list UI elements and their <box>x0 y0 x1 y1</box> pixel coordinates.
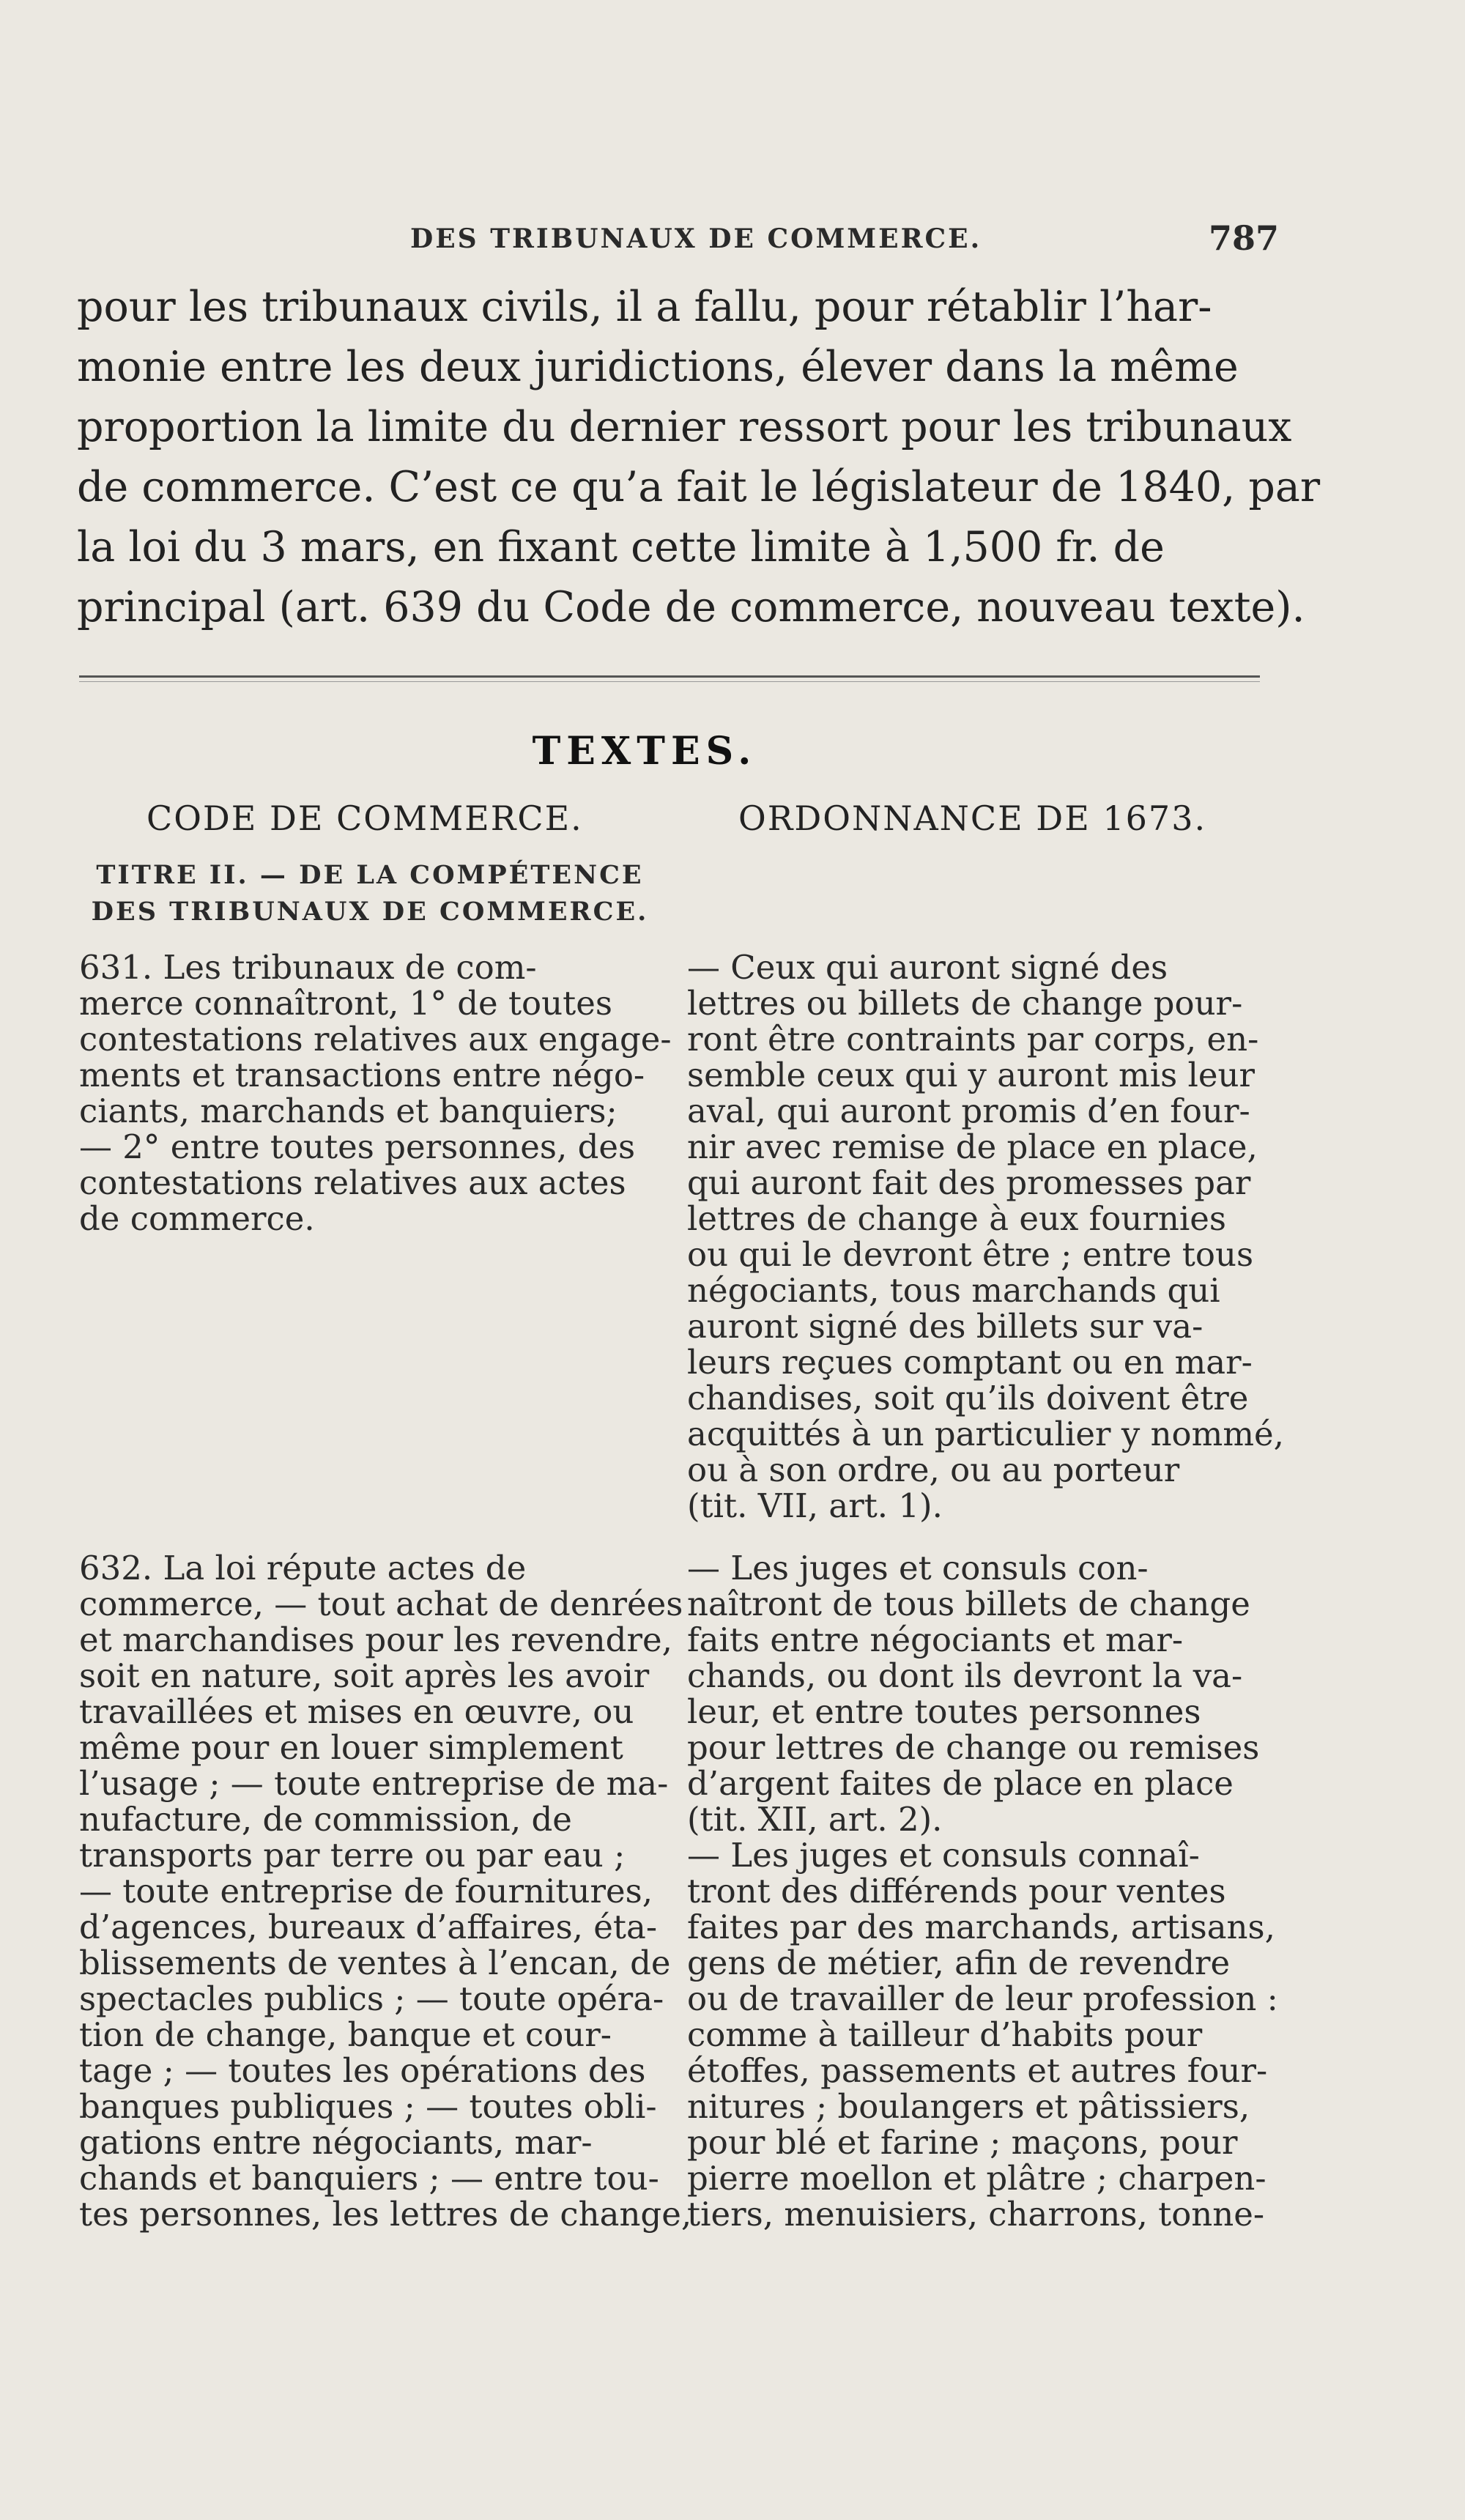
text-line: aval, qui auront promis d’en four- <box>687 1092 1250 1130</box>
text-line: leur, et entre toutes personnes <box>687 1692 1201 1731</box>
text-line: banques publiques ; — toutes obli- <box>79 2087 657 2126</box>
intro-line: pour les tribunaux civils, il a fallu, pour rétablir l’har- <box>77 283 1212 331</box>
intro-line: principal (art. 639 du Code de commerce, nouveau texte). <box>77 583 1305 631</box>
text-line: blissements de ventes à l’encan, de <box>79 1943 671 1982</box>
code-de-commerce-heading: CODE DE COMMERCE. <box>146 798 583 838</box>
text-line: tiers, menuisiers, charrons, tonne- <box>687 2195 1265 2234</box>
text-line: 632. La loi répute actes de <box>79 1549 527 1587</box>
text-line: chandises, soit qu’ils doivent être <box>687 1379 1249 1418</box>
intro-line: monie entre les deux juridictions, élever dans la même <box>77 343 1239 391</box>
text-line: — 2° entre toutes personnes, des <box>79 1127 636 1166</box>
text-line: transports par terre ou par eau ; <box>79 1836 626 1875</box>
text-line: tion de change, banque et cour- <box>79 2015 612 2054</box>
text-line: d’argent faites de place en place <box>687 1764 1234 1803</box>
text-line: nitures ; boulangers et pâtissiers, <box>687 2087 1250 2126</box>
text-line: contestations relatives aux engage- <box>79 1020 672 1059</box>
text-line: — toute entreprise de fournitures, <box>79 1872 653 1911</box>
text-line: gations entre négociants, mar- <box>79 2123 593 2162</box>
text-line: lettres de change à eux fournies <box>687 1199 1226 1238</box>
text-line: pour blé et farine ; maçons, pour <box>687 2123 1238 2162</box>
section-title: TEXTES. <box>532 729 757 774</box>
text-line: ou à son ordre, ou au porteur <box>687 1450 1180 1489</box>
subtitle-line: DES TRIBUNAUX DE COMMERCE. <box>91 897 649 927</box>
intro-line: proportion la limite du dernier ressort pour les tribunaux <box>77 403 1292 451</box>
text-line: auront signé des billets sur va- <box>687 1307 1203 1346</box>
section-divider-thin <box>79 681 1260 682</box>
intro-line: la loi du 3 mars, en fixant cette limite à 1,500 fr. de <box>77 523 1165 571</box>
text-line: gens de métier, afin de revendre <box>687 1943 1231 1982</box>
article-632 <box>79 1549 692 2234</box>
text-line: tront des différends pour ventes <box>687 1872 1226 1911</box>
text-line: — Ceux qui auront signé des <box>687 948 1168 987</box>
text-line: contestations relatives aux actes <box>79 1163 626 1202</box>
text-line: même pour en louer simplement <box>79 1728 623 1767</box>
text-line: ront être contraints par corps, en- <box>687 1020 1259 1059</box>
text-line: nufacture, de commission, de <box>79 1800 572 1839</box>
intro-line: de commerce. C’est ce qu’a fait le législateur de 1840, par <box>77 463 1321 511</box>
text-line: ments et transactions entre négo- <box>79 1056 645 1094</box>
text-line: de commerce. <box>79 1199 315 1238</box>
text-line: chands et banquiers ; — entre tou- <box>79 2159 659 2198</box>
text-line: semble ceux qui y auront mis leur <box>687 1056 1255 1094</box>
title-ii-subtitle <box>77 857 663 930</box>
text-line: ciants, marchands et banquiers; <box>79 1092 617 1130</box>
text-line: faits entre négociants et mar- <box>687 1620 1184 1659</box>
intro-paragraph <box>77 277 1321 637</box>
text-line: comme à tailleur d’habits pour <box>687 2015 1203 2054</box>
running-head: DES TRIBUNAUX DE COMMERCE. <box>410 223 982 254</box>
text-line: pour lettres de change ou remises <box>687 1728 1260 1767</box>
text-line: faites par des marchands, artisans, <box>687 1908 1275 1946</box>
page-number: 787 <box>1209 218 1280 258</box>
text-line: chands, ou dont ils devront la va- <box>687 1656 1243 1695</box>
text-line: pierre moellon et plâtre ; charpen- <box>687 2159 1266 2198</box>
text-line: commerce, — tout achat de denrées <box>79 1585 683 1623</box>
text-line: naîtront de tous billets de change <box>687 1585 1250 1623</box>
text-line: acquittés à un particulier y nommé, <box>687 1415 1284 1453</box>
text-line: l’usage ; — toute entreprise de ma- <box>79 1764 669 1803</box>
text-line: tes personnes, les lettres de change, <box>79 2195 692 2234</box>
text-line: — Les juges et consuls con- <box>687 1549 1149 1587</box>
subtitle-line: TITRE II. — DE LA COMPÉTENCE <box>96 860 644 890</box>
text-line: étoffes, passements et autres four- <box>687 2051 1268 2090</box>
text-line: d’agences, bureaux d’affaires, éta- <box>79 1908 658 1946</box>
text-line: — Les juges et consuls connaî- <box>687 1836 1200 1875</box>
text-line: soit en nature, soit après les avoir <box>79 1656 650 1695</box>
text-line: 631. Les tribunaux de com- <box>79 948 537 987</box>
ordonnance-heading: ORDONNANCE DE 1673. <box>738 798 1207 838</box>
ordonnance-paragraph-2 <box>687 1549 1278 2234</box>
text-line: (tit. XII, art. 2). <box>687 1800 943 1839</box>
text-line: négociants, tous marchands qui <box>687 1271 1220 1310</box>
text-line: nir avec remise de place en place, <box>687 1127 1258 1166</box>
ordonnance-paragraph-1 <box>687 948 1284 1525</box>
text-line: ou qui le devront être ; entre tous <box>687 1235 1254 1274</box>
text-line: qui auront fait des promesses par <box>687 1163 1251 1202</box>
text-line: leurs reçues comptant ou en mar- <box>687 1343 1253 1382</box>
text-line: lettres ou billets de change pour- <box>687 984 1243 1023</box>
section-divider <box>79 675 1260 678</box>
text-line: (tit. VII, art. 1). <box>687 1486 943 1525</box>
text-line: travaillées et mises en œuvre, ou <box>79 1692 634 1731</box>
text-line: tage ; — toutes les opérations des <box>79 2051 646 2090</box>
text-line: merce connaîtront, 1° de toutes <box>79 984 612 1023</box>
text-line: et marchandises pour les revendre, <box>79 1620 672 1659</box>
text-line: ou de travailler de leur profession : <box>687 1979 1278 2018</box>
text-line: spectacles publics ; — toute opéra- <box>79 1979 664 2018</box>
article-631 <box>79 948 672 1238</box>
